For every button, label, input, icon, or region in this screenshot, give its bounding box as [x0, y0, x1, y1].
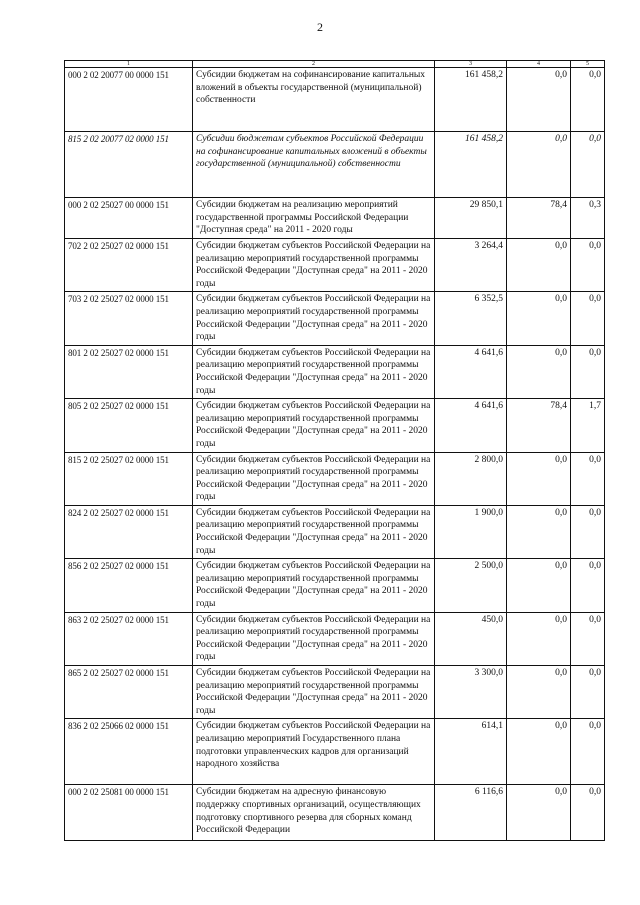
subsidy-name: Субсидии бюджетам субъектов Российской Федерации на реализацию мероприятий государственной программы Российской Федерации "Доступная среда" на 2011 - 2020 годы: [193, 292, 435, 345]
amount-col4: 0,0: [507, 68, 571, 132]
header-col-2: 2: [193, 61, 435, 68]
subsidy-name: Субсидии бюджетам субъектов Российской Федерации на софинансирование капитальных вложений в объекты государственной (муниципальной) собственности: [193, 132, 435, 198]
subsidy-name: Субсидии бюджетам субъектов Российской Федерации на реализацию мероприятий государственной программы Российской Федерации "Доступная среда" на 2011 - 2020 годы: [193, 612, 435, 665]
amount-col5: 0,0: [571, 292, 605, 345]
amount-col5: 0,0: [571, 345, 605, 398]
table-row: [65, 132, 605, 198]
amount-col4: 0,0: [507, 452, 571, 505]
budget-code: 702 2 02 25027 02 0000 151: [65, 239, 193, 292]
amount-col5: 0,0: [571, 666, 605, 719]
amount-col4: 0,0: [507, 559, 571, 612]
table-row: [65, 399, 605, 452]
budget-code: 000 2 02 25081 00 0000 151: [65, 785, 193, 841]
table-row: [65, 292, 605, 345]
amount-col5: 0,0: [571, 452, 605, 505]
amount-col3: 6 352,5: [435, 292, 507, 345]
subsidy-name: Субсидии бюджетам на реализацию мероприятий государственной программы Российской Федерации "Доступная среда" на 2011 - 2020 годы: [193, 198, 435, 239]
amount-col5: 0,0: [571, 559, 605, 612]
amount-col3: 4 641,6: [435, 345, 507, 398]
table-row: [65, 559, 605, 612]
amount-col4: 0,0: [507, 505, 571, 558]
amount-col4: 78,4: [507, 399, 571, 452]
subsidy-name: Субсидии бюджетам субъектов Российской Федерации на реализацию мероприятий государственной программы Российской Федерации "Доступная среда" на 2011 - 2020 годы: [193, 399, 435, 452]
budget-code: 000 2 02 25027 00 0000 151: [65, 198, 193, 239]
amount-col4: 0,0: [507, 785, 571, 841]
budget-code: 801 2 02 25027 02 0000 151: [65, 345, 193, 398]
amount-col5: 0,3: [571, 198, 605, 239]
amount-col5: 0,0: [571, 505, 605, 558]
amount-col4: 0,0: [507, 612, 571, 665]
budget-code: 865 2 02 25027 02 0000 151: [65, 666, 193, 719]
budget-code: 815 2 02 25027 02 0000 151: [65, 452, 193, 505]
table-row: [65, 198, 605, 239]
subsidy-name: Субсидии бюджетам субъектов Российской Федерации на реализацию мероприятий государственной программы Российской Федерации "Доступная среда" на 2011 - 2020 годы: [193, 345, 435, 398]
amount-col3: 450,0: [435, 612, 507, 665]
amount-col4: 0,0: [507, 666, 571, 719]
subsidy-name: Субсидии бюджетам на адресную финансовую поддержку спортивных организаций, осуществляющих подготовку спортивного резерва для сборных команд Российской Федерации: [193, 785, 435, 841]
table-row: [65, 68, 605, 132]
table-row: [65, 612, 605, 665]
table-row: [65, 452, 605, 505]
subsidy-name: Субсидии бюджетам субъектов Российской Федерации на реализацию мероприятий Государственного плана подготовки управленческих кадров для организаций народного хозяйства: [193, 719, 435, 785]
budget-code: 815 2 02 20077 02 0000 151: [65, 132, 193, 198]
budget-code: 856 2 02 25027 02 0000 151: [65, 559, 193, 612]
budget-code: 836 2 02 25066 02 0000 151: [65, 719, 193, 785]
amount-col3: 1 900,0: [435, 505, 507, 558]
table-row: [65, 505, 605, 558]
amount-col3: 3 300,0: [435, 666, 507, 719]
amount-col5: 1,7: [571, 399, 605, 452]
header-col-1: 1: [65, 61, 193, 68]
table-header-row: [65, 61, 605, 68]
budget-code: 703 2 02 25027 02 0000 151: [65, 292, 193, 345]
amount-col5: 0,0: [571, 785, 605, 841]
subsidy-name: Субсидии бюджетам субъектов Российской Федерации на реализацию мероприятий государственной программы Российской Федерации "Доступная среда" на 2011 - 2020 годы: [193, 559, 435, 612]
table-row: [65, 666, 605, 719]
amount-col5: 0,0: [571, 719, 605, 785]
amount-col4: 78,4: [507, 198, 571, 239]
budget-code: 863 2 02 25027 02 0000 151: [65, 612, 193, 665]
header-col-4: 4: [507, 61, 571, 68]
table-row: [65, 345, 605, 398]
budget-code: 805 2 02 25027 02 0000 151: [65, 399, 193, 452]
amount-col4: 0,0: [507, 292, 571, 345]
amount-col3: 2 800,0: [435, 452, 507, 505]
amount-col5: 0,0: [571, 612, 605, 665]
header-col-5: 5: [571, 61, 605, 68]
table-row: [65, 239, 605, 292]
amount-col3: 3 264,4: [435, 239, 507, 292]
amount-col3: 161 458,2: [435, 132, 507, 198]
amount-col3: 4 641,6: [435, 399, 507, 452]
amount-col5: 0,0: [571, 132, 605, 198]
amount-col4: 0,0: [507, 345, 571, 398]
budget-code: 000 2 02 20077 00 0000 151: [65, 68, 193, 132]
budget-table: [64, 60, 605, 841]
table-row: [65, 719, 605, 785]
amount-col4: 0,0: [507, 239, 571, 292]
amount-col4: 0,0: [507, 719, 571, 785]
amount-col3: 29 850,1: [435, 198, 507, 239]
page-number: 2: [317, 20, 323, 34]
subsidy-name: Субсидии бюджетам субъектов Российской Федерации на реализацию мероприятий государственной программы Российской Федерации "Доступная среда" на 2011 - 2020 годы: [193, 666, 435, 719]
amount-col3: 161 458,2: [435, 68, 507, 132]
subsidy-name: Субсидии бюджетам субъектов Российской Федерации на реализацию мероприятий государственной программы Российской Федерации "Доступная среда" на 2011 - 2020 годы: [193, 505, 435, 558]
budget-code: 824 2 02 25027 02 0000 151: [65, 505, 193, 558]
amount-col5: 0,0: [571, 239, 605, 292]
amount-col4: 0,0: [507, 132, 571, 198]
amount-col3: 6 116,6: [435, 785, 507, 841]
header-col-3: 3: [435, 61, 507, 68]
subsidy-name: Субсидии бюджетам субъектов Российской Федерации на реализацию мероприятий государственной программы Российской Федерации "Доступная среда" на 2011 - 2020 годы: [193, 452, 435, 505]
amount-col3: 2 500,0: [435, 559, 507, 612]
subsidy-name: Субсидии бюджетам на софинансирование капитальных вложений в объекты государственной (муниципальной) собственности: [193, 68, 435, 132]
subsidy-name: Субсидии бюджетам субъектов Российской Федерации на реализацию мероприятий государственной программы Российской Федерации "Доступная среда" на 2011 - 2020 годы: [193, 239, 435, 292]
amount-col3: 614,1: [435, 719, 507, 785]
table-row: [65, 785, 605, 841]
amount-col5: 0,0: [571, 68, 605, 132]
